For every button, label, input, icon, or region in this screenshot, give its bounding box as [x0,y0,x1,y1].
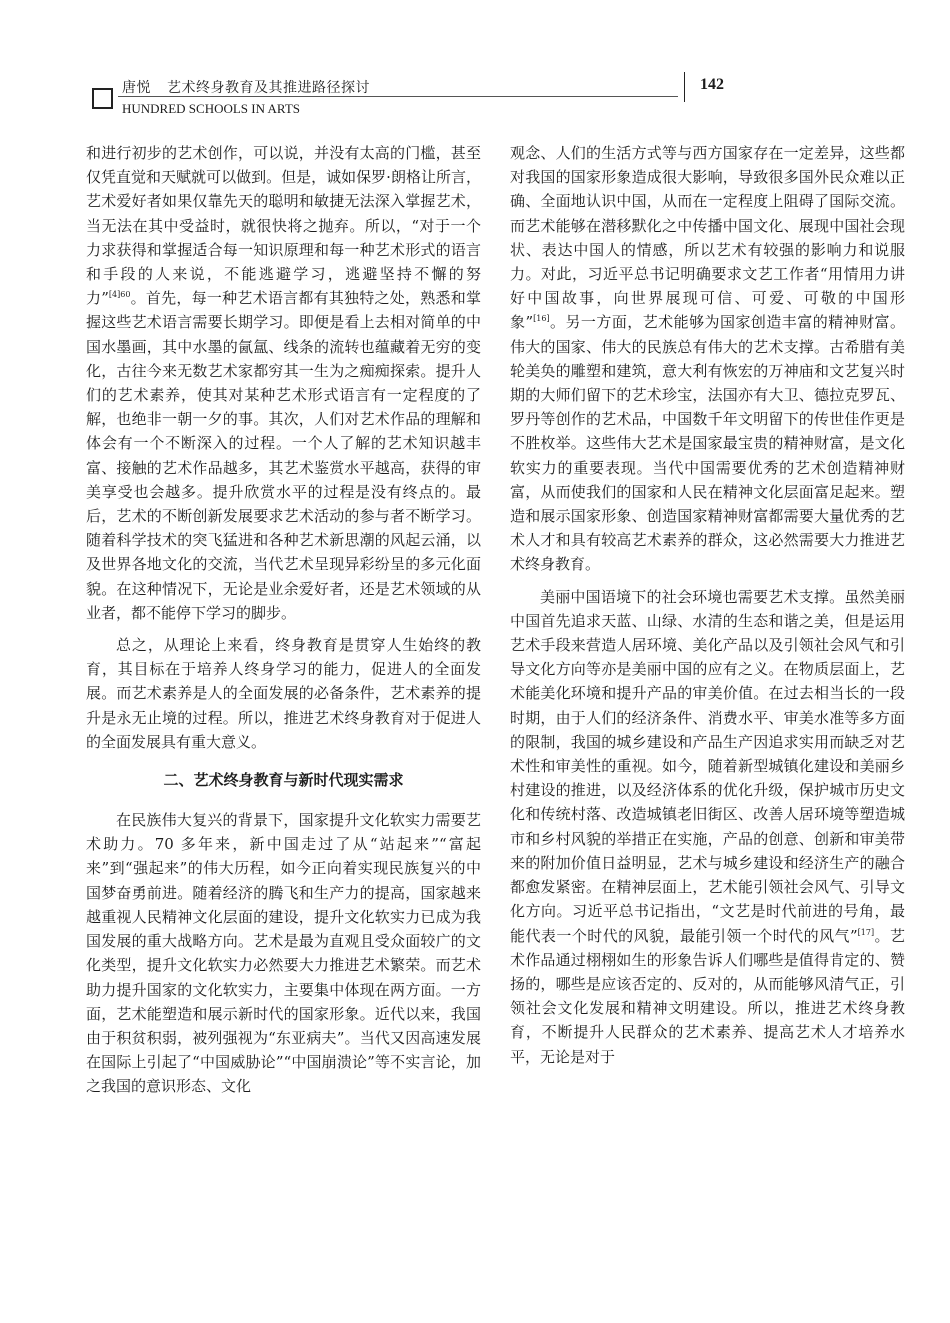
header-article-title: 艺术终身教育及其推进路径探讨 [167,80,370,96]
running-title [122,77,370,97]
header-author: 唐悦 [122,80,151,96]
right-column [510,141,905,1069]
journal-name: HUNDRED SCHOOLS IN ARTS [122,101,300,116]
page-number: 142 [700,76,724,93]
text-run: 。另一方面，艺术能够为国家创造丰富的精神财富。伟大的国家、伟大的民族总有伟大的艺术支撑。古希腊有美轮美奂的雕塑和建筑，意大利有恢宏的万神庙和文艺复兴时期的大师们留下的艺术珍宝，法国亦有大卫、德拉克罗瓦、罗丹等创作的艺术品，中国数千年文明留下的传世佳作更是不胜枚举。这些伟大艺术是国家最宝贵的精神财富，是文化软实力的重要表现。当代中国需要优秀的艺术创造精神财富，从而使我们的国家和人民在精神文化层面富足起来。塑造和展示国家形象、创造国家精神财富都需要大量优秀的艺术人才和具有较高艺术素养的群众，这必然需要大力推进艺术终身教育。 [510,313,905,574]
section-heading: 二、艺术终身教育与新时代现实需求 [163,771,404,790]
text-run: 和进行初步的艺术创作，可以说，并没有太高的门槛，甚至仅凭直觉和天赋就可以做到。但是，诚如保罗·朗格让所言，艺术爱好者如果仅靠先天的聪明和敏捷无法深入掌握艺术，当无法在其中受益时，就很快将之抛弃。所以，“对于一个力求获得和掌握适合每一知识原理和每一种艺术形式的语言和手段的人来说，不能逃避学习，逃避坚持不懈的努力” [86,144,481,308]
citation: [16] [533,314,550,324]
left-column [86,141,481,1099]
left-paragraph-2: 总之，从理论上来看，终身教育是贯穿人生始终的教育，其目标在于培养人终身学习的能力，促进人的全面发展。而艺术素养是人的全面发展的必备条件，艺术素养的提升是永无止境的过程。所以，推进艺术终身教育对于促进人的全面发展具有重大意义。 [86,636,481,751]
header-divider [684,72,685,102]
right-paragraph-2 [510,585,905,1069]
header-square-icon [92,88,113,109]
header-rule [118,96,678,97]
left-paragraph-3: 在民族伟大复兴的背景下，国家提升文化软实力需要艺术助力。70 多年来，新中国走过了从“站起来”“富起来”到“强起来”的伟大历程，如今正向着实现民族复兴的中国梦奋勇前进。随着经济的腾飞和生产力的提高，国家越来越重视人民精神文化层面的建设，提升文化软实力已成为我国发展的重大战略方向。艺术是最为直观且受众面较广的文化类型，提升文化软实力必然要大力推进艺术繁荣。而艺术助力提升国家的文化软实力，主要集中体现在两方面。一方面，艺术能塑造和展示新时代的国家形象。近代以来，我国由于积贫积弱，被列强视为“东亚病夫”。当代又因高速发展在国际上引起了“中国威胁论”“中国崩溃论”等不实言论，加之我国的意识形态、文化 [86,811,481,1096]
text-run: 。首先，每一种艺术语言都有其独特之处，熟悉和掌握这些艺术语言需要长期学习。即便是看上去相对简单的中国水墨画，其中水墨的氤氲、线条的流转也蕴藏着无穷的变化，古往今来无数艺术家都穷其一生为之痴痴探索。提升人们的艺术素养，使其对某种艺术形式语言有一定程度的了解，也绝非一朝一夕的事。其次，人们对艺术作品的理解和体会有一个不断深入的过程。一个人了解的艺术知识越丰富、接触的艺术作品越多，其艺术鉴赏水平越高，获得的审美享受也会越多。提升欣赏水平的过程是没有终点的。最后，艺术的不断创新发展要求艺术活动的参与者不断学习。随着科学技术的突飞猛进和各种艺术新思潮的风起云涌，以及世界各地文化的交流，当代艺术呈现异彩纷呈的多元化面貌。在这种情况下，无论是业余爱好者，还是艺术领域的从业者，都不能停下学习的脚步。 [86,289,481,622]
page-header [86,72,904,122]
text-run: 美丽中国语境下的社会环境也需要艺术支撑。虽然美丽中国首先追求天蓝、山绿、水清的生态和谐之美，但是运用艺术手段来营造人居环境、美化产品以及引领社会风气和引导文化方向等亦是美丽中国的应有之义。在物质层面上，艺术能美化环境和提升产品的审美价值。在过去相当长的一段时期，由于人们的经济条件、消费水平、审美水准等多方面的限制，我国的城乡建设和产品生产因追求实用而缺乏对艺术性和审美性的重视。如今，随着新型城镇化建设和美丽乡村建设的推进，以及经济体系的优化升级，保护城市历史文化和传统村落、改造城镇老旧街区、改善人居环境等塑造城市和乡村风貌的举措正在实施，产品的创意、创新和审美带来的附加价值日益明显，艺术与城乡建设和经济生产的融合都愈发紧密。在精神层面上，艺术能引领社会风气、引导文化方向。习近平总书记指出，“文艺是时代前进的号角，最能代表一个时代的风貌，最能引领一个时代的风气” [510,587,905,945]
citation: [17] [857,927,875,937]
text-run: 观念、人们的生活方式等与西方国家存在一定差异，这些都对我国的国家形象造成很大影响，导致很多国外民众难以正确、全面地认识中国，从而在一定程度上阻碍了国际交流。而艺术能够在潜移默化之中传播中国文化、展现中国社会现状、表达中国人的情感，所以艺术有较强的影响力和说服力。对此，习近平总书记明确要求文艺工作者“用情用力讲好中国故事，向世界展现可信、可爱、可敬的中国形象” [510,144,905,332]
right-paragraph-1 [510,141,905,577]
text-run: 。艺术作品通过栩栩如生的形象告诉人们哪些是值得肯定的、赞扬的，哪些是应该否定的、反对的，从而能够风清气正，引领社会文化发展和精神文明建设。所以，推进艺术终身教育，不断提升人民群众的艺术素养、提高艺术人才培养水平，无论是对于 [510,926,905,1066]
left-paragraph-1 [86,141,481,625]
citation: [4]60 [108,290,131,300]
